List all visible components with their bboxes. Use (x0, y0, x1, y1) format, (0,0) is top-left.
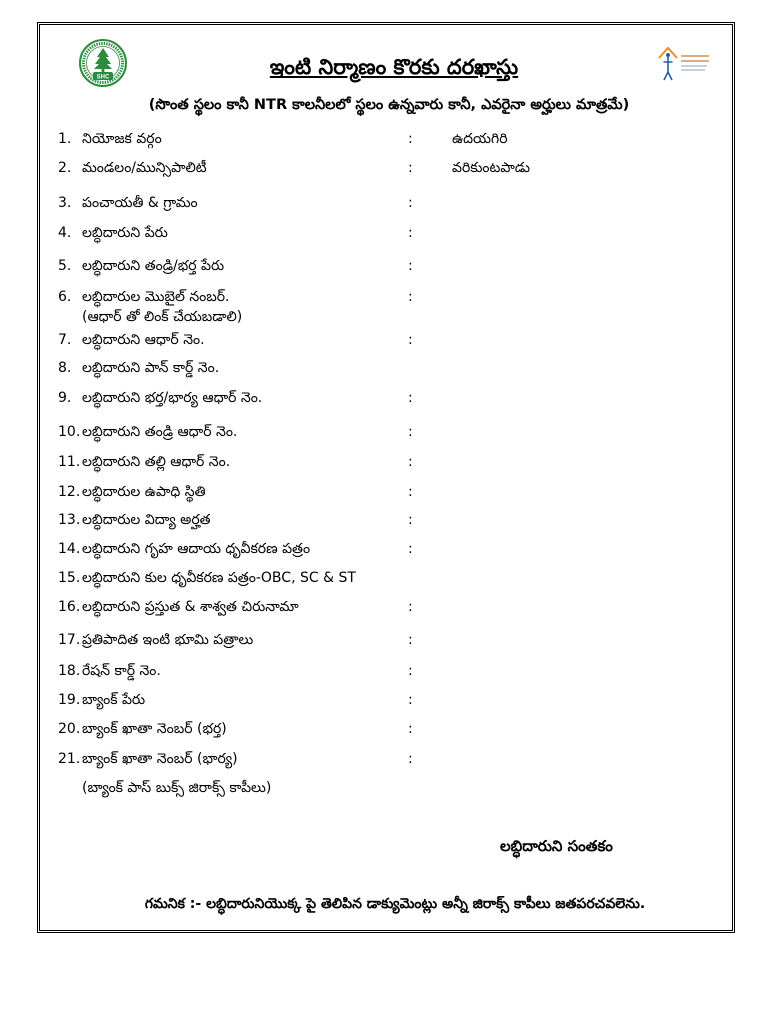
form-row-6 (0, 287, 768, 307)
form-row-10 (0, 422, 768, 442)
row-number: 20. (58, 721, 81, 737)
form-row-21 (0, 749, 768, 769)
row-label: ప్రతిపాదిత ఇంటి భూమి పత్రాలు (82, 632, 254, 648)
row-label: పంచాయతీ & గ్రామం (82, 195, 198, 211)
footer-note (55, 894, 735, 914)
row-number: 16. (58, 599, 81, 615)
row-colon: : (408, 541, 413, 557)
form-row-8 (0, 358, 768, 378)
row-colon: : (408, 454, 413, 470)
row-label: లబ్ధిదారుని తండ్రి/భర్త పేరు (82, 258, 225, 274)
row-number: 15. (58, 570, 81, 586)
row-number: 4. (58, 225, 72, 241)
beneficiary-signature-label: లబ్ధిదారుని సంతకం (500, 837, 613, 855)
row-label: బ్యాంక్ ఖాతా నెంబర్ (భర్త) (82, 721, 227, 737)
row-colon: : (408, 258, 413, 274)
shc-logo-text: SHC (96, 74, 110, 81)
row-value: వరికుంటపాడు (452, 160, 530, 176)
row-number: 14. (58, 541, 81, 557)
row-colon: : (408, 160, 413, 176)
row-colon: : (408, 692, 413, 708)
form-row-13 (0, 510, 768, 530)
row-colon: : (408, 225, 413, 241)
row-value: ఉదయగిరి (452, 131, 508, 147)
form-row-11 (0, 452, 768, 472)
row-number: 12. (58, 484, 81, 500)
row-colon: : (408, 424, 413, 440)
form-row-4 (0, 223, 768, 243)
form-row-14 (0, 539, 768, 559)
row-label: రేషన్ కార్డ్ నెం. (82, 663, 161, 679)
form-title: ఇంటి నిర్మాణం కొరకు దరఖాస్తు (269, 55, 519, 79)
bank-passbook-note-row (0, 778, 768, 798)
row-number: 3. (58, 195, 72, 211)
row-colon: : (408, 131, 413, 147)
form-row-12 (0, 482, 768, 502)
row-colon: : (408, 289, 413, 305)
row-number: 9. (58, 390, 72, 406)
row-number: 19. (58, 692, 81, 708)
form-row-1 (0, 129, 768, 149)
row-number: 2. (58, 160, 72, 176)
row-colon: : (408, 599, 413, 615)
row-label: లబ్ధిదారుని గృహ ఆదాయ ధృవీకరణ పత్రం (82, 541, 311, 557)
form-row-2 (0, 158, 768, 178)
row-colon: : (408, 751, 413, 767)
footer-note-text: లబ్ధిదారునియొక్క పై తెలిపిన డాక్యుమెంట్లు అన్నీ జిరాక్స్ కాపీలు జతపరచవలెను. (206, 896, 646, 912)
row-colon: : (408, 484, 413, 500)
row-number: 7. (58, 332, 72, 348)
form-row-5 (0, 256, 768, 276)
row-number: 11. (58, 454, 81, 470)
row-number: 1. (58, 131, 72, 147)
row-number: 21. (58, 751, 81, 767)
row-label: లబ్ధిదారుల ఉపాధి స్థితి (82, 484, 206, 500)
eligibility-subtitle: (సొంత స్థలం కానీ NTR కాలనీలలో స్థలం ఉన్నవారు కానీ, ఎవరైనా అర్హులు మాత్రమే) (148, 97, 630, 113)
row-label: బ్యాంక్ పేరు (82, 692, 146, 708)
row-label: బ్యాంక్ ఖాతా నెంబర్ (భార్య) (82, 751, 238, 767)
row-number: 17. (58, 632, 81, 648)
row-colon: : (408, 663, 413, 679)
row-number: 13. (58, 512, 81, 528)
form-row-20 (0, 719, 768, 739)
form-row-6-note (0, 307, 768, 327)
row-label: మండలం/మున్సిపాలిటీ (82, 160, 207, 176)
row-label: లబ్ధిదారుల విద్యా అర్హత (82, 512, 211, 528)
bank-passbook-note: (బ్యాంక్ పాస్ బుక్స్ జిరాక్స్ కాపీలు) (82, 780, 272, 796)
form-row-3 (0, 193, 768, 213)
row-colon: : (408, 632, 413, 648)
row-colon: : (408, 195, 413, 211)
row-colon: : (408, 332, 413, 348)
row-number: 6. (58, 289, 72, 305)
row-colon: : (408, 721, 413, 737)
row-label: లబ్ధిదారుని తల్లి ఆధార్ నెం. (82, 454, 231, 470)
row-number: 10. (58, 424, 81, 440)
row-label: లబ్ధిదారుని భర్త/భార్య ఆధార్ నెం. (82, 390, 263, 406)
row-number: 8. (58, 360, 72, 376)
form-row-7 (0, 330, 768, 350)
row-colon: : (408, 390, 413, 406)
row-number: 18. (58, 663, 81, 679)
form-row-18 (0, 661, 768, 681)
row-label: లబ్ధిదారుని కుల ధృవీకరణ పత్రం-OBC, SC & ST (82, 570, 356, 586)
form-row-19 (0, 690, 768, 710)
form-row-15 (0, 568, 768, 588)
row-number: 5. (58, 258, 72, 274)
row-label: లబ్ధిదారుల మొబైల్ నంబర్. (82, 289, 230, 305)
row-label: లబ్ధిదారుని ఆధార్ నెం. (82, 332, 205, 348)
form-row-16 (0, 597, 768, 617)
row-label: లబ్ధిదారుని పాన్ కార్డ్ నెం. (82, 360, 220, 376)
row-sublabel: (ఆధార్ తో లింక్ చేయబడాలి) (82, 309, 243, 325)
form-row-9 (0, 388, 768, 408)
footer-note-label: గమనిక :- (144, 896, 202, 912)
row-label: లబ్ధిదారుని తండ్రి ఆధార్ నెం. (82, 424, 238, 440)
form-row-17 (0, 630, 768, 650)
row-colon: : (408, 512, 413, 528)
row-label: లబ్ధిదారుని ప్రస్తుత & శాశ్వత చిరునామా (82, 599, 299, 615)
row-label: నియోజక వర్గం (82, 131, 162, 147)
row-label: లబ్ధిదారుని పేరు (82, 225, 168, 241)
